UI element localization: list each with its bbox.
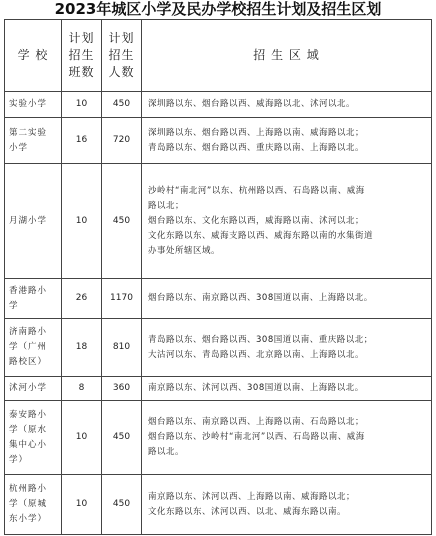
area-line: 路以北；: [148, 200, 185, 211]
school-name-line: 泰安路小: [9, 409, 48, 420]
planned-classes: 10: [62, 475, 102, 535]
enrollment-area: [142, 92, 432, 118]
enrollment-area: [142, 377, 432, 401]
area-line: 烟台路以东、沙岭村“南北河”以西、石岛路以南、威海: [148, 432, 365, 442]
planned-students: 720: [102, 118, 142, 164]
area-line: 文化东路以东、沭河以西、以北、威海东路以南。: [148, 506, 347, 517]
school-name-line: 香港路小: [9, 285, 48, 296]
area-line: 烟台路以东、南京路以西、308国道以南、上海路以北。: [148, 293, 373, 303]
table-row: [5, 401, 432, 475]
planned-students: 1170: [102, 279, 142, 319]
enrollment-area: [142, 279, 432, 319]
area-line: 深圳路以东、烟台路以西、上海路以南、威海路以北；: [148, 127, 365, 138]
area-line: 办事处所辖区域。: [148, 245, 221, 256]
table-row: [5, 279, 432, 319]
school-name-line: 集中心小: [9, 439, 48, 450]
planned-students: 810: [102, 319, 142, 377]
school-name-line: 学: [9, 300, 19, 311]
planned-classes: 18: [62, 319, 102, 377]
table-row: [5, 92, 432, 118]
area-line: 南京路以东、沭河以西、上海路以南、威海路以北；: [148, 491, 356, 502]
area-line: 烟台路以东、南京路以西、上海路以南、石岛路以北；: [148, 417, 365, 427]
school-name: [5, 401, 62, 475]
school-name: [5, 118, 62, 164]
school-name-line: 第二实验: [9, 127, 48, 138]
header-students: [102, 20, 142, 92]
header-classes-line: 计划: [68, 31, 95, 45]
area-line: 文化东路以东、威海支路以西、威海东路以南的水集街道: [148, 230, 374, 241]
planned-classes: 8: [62, 377, 102, 401]
school-name: [5, 475, 62, 535]
enrollment-area: [142, 118, 432, 164]
planned-students: 450: [102, 164, 142, 279]
enrollment-area: [142, 401, 432, 475]
header-students-line: 计划: [108, 31, 135, 45]
enrollment-table: [4, 19, 432, 535]
area-line: 青岛路以东、烟台路以西、重庆路以南、上海路以北。: [148, 142, 365, 153]
planned-students: 360: [102, 377, 142, 401]
table-row: [5, 377, 432, 401]
area-line: 深圳路以东、烟台路以西、威海路以北、沭河以北。: [148, 99, 356, 109]
school-name-line: 学（广州: [9, 342, 48, 352]
table-row: [5, 118, 432, 164]
header-classes-line: 班数: [68, 65, 95, 79]
planned-students: 450: [102, 401, 142, 475]
area-line: 烟台路以东、文化东路以西，威海路以南、沭河以北；: [148, 215, 365, 226]
header-area: 招 生 区 域: [142, 20, 432, 92]
header-row: [5, 20, 432, 92]
planned-students: 450: [102, 475, 142, 535]
header-students-line: 人数: [108, 65, 135, 79]
header-students-line: 招生: [108, 48, 135, 62]
school-name-line: 学（原城: [9, 499, 48, 509]
planned-students: 450: [102, 92, 142, 118]
header-classes-line: 招生: [68, 48, 95, 62]
school-name-line: 月湖小学: [9, 215, 48, 226]
school-name-line: 济南路小: [9, 327, 48, 337]
area-line: 南京路以东、沭河以西、308国道以南、上海路以北。: [148, 383, 364, 393]
school-name-line: 东小学）: [9, 514, 48, 524]
page-title: 2023年城区小学及民办学校招生计划及招生区划: [54, 0, 382, 18]
enrollment-area: [142, 319, 432, 377]
planned-classes: 10: [62, 92, 102, 118]
school-name-line: 杭州路小: [9, 484, 48, 494]
table-row: [5, 475, 432, 535]
header-school: 学 校: [5, 20, 62, 92]
planned-classes: 16: [62, 118, 102, 164]
planned-classes: 26: [62, 279, 102, 319]
school-name-line: 路校区）: [9, 357, 48, 367]
enrollment-area: [142, 164, 432, 279]
header-classes: [62, 20, 102, 92]
area-line: 青岛路以东、烟台路以西、308国道以南、重庆路以北；: [148, 334, 373, 345]
area-line: 路以北。: [148, 447, 185, 457]
school-name-line: 小学: [9, 142, 29, 153]
planned-classes: 10: [62, 401, 102, 475]
area-line: 大沽河以东、青岛路以西、北京路以南、上海路以北。: [148, 349, 365, 360]
table-row: [5, 164, 432, 279]
school-name: [5, 92, 62, 118]
school-name: [5, 319, 62, 377]
school-name-line: 学）: [9, 454, 29, 465]
planned-classes: 10: [62, 164, 102, 279]
school-name-line: 实验小学: [9, 99, 48, 109]
school-name-line: 学（原水: [9, 424, 48, 435]
school-name: [5, 279, 62, 319]
school-name: [5, 377, 62, 401]
area-line: 沙岭村“南北河”以东、杭州路以西、石岛路以南、威海: [148, 185, 365, 196]
table-row: [5, 319, 432, 377]
school-name: [5, 164, 62, 279]
enrollment-area: [142, 475, 432, 535]
school-name-line: 沭河小学: [9, 383, 48, 393]
